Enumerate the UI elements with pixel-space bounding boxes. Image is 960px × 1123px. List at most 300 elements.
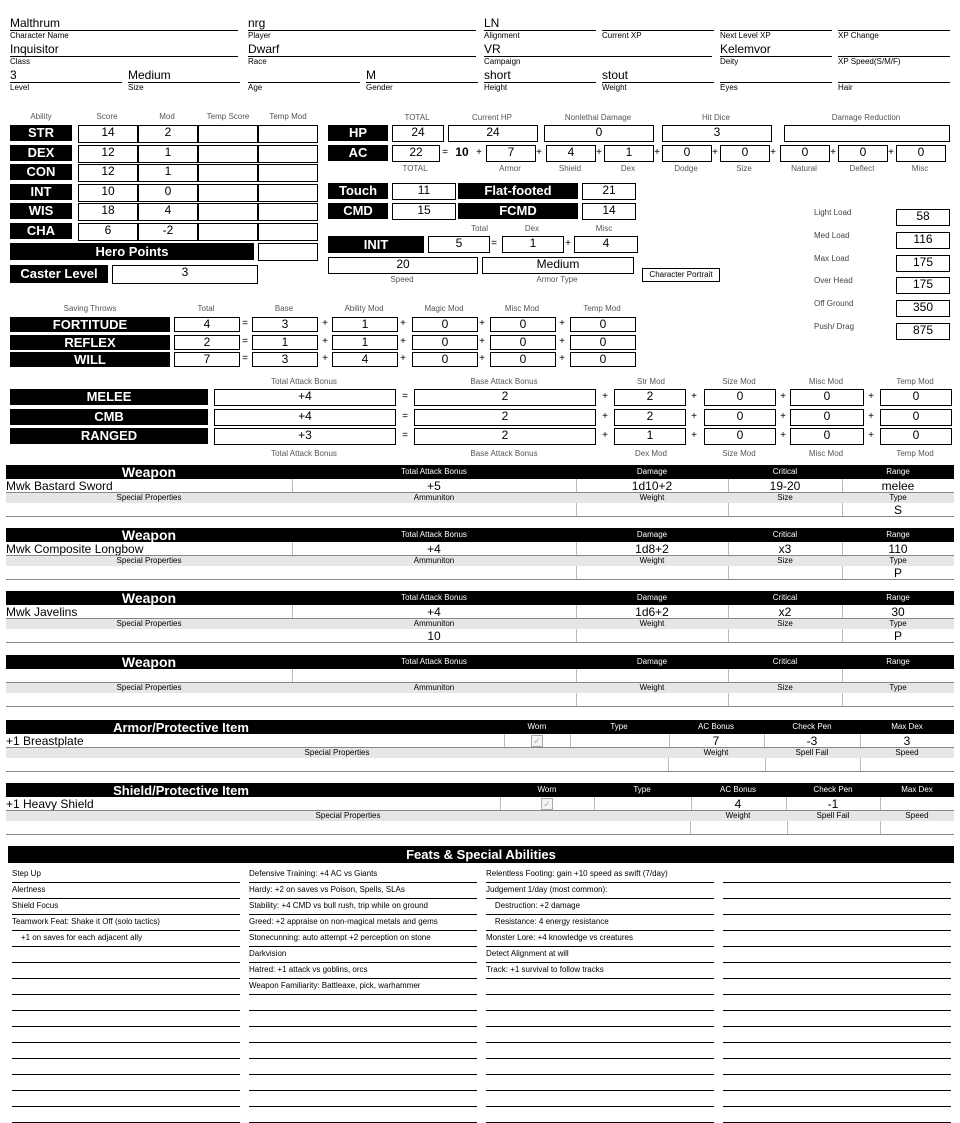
- hp-total-caption: TOTAL: [404, 113, 430, 122]
- save-magic-mod[interactable]: 0: [412, 352, 478, 367]
- feat-line[interactable]: [723, 930, 951, 947]
- weapon-critical[interactable]: x3: [728, 542, 843, 555]
- attack-size-mod[interactable]: 0: [704, 389, 776, 406]
- ability-temp-score[interactable]: [198, 125, 258, 143]
- save-ability-mod[interactable]: 4: [332, 352, 398, 367]
- feat-line[interactable]: [723, 1106, 951, 1123]
- shield-type[interactable]: [594, 797, 692, 810]
- header-field-value[interactable]: nrg: [248, 16, 476, 31]
- ability-header: Score: [96, 112, 118, 121]
- armor-type-value[interactable]: Medium: [482, 257, 634, 274]
- save-header: Magic Mod: [424, 304, 464, 313]
- load-value[interactable]: 116: [896, 232, 950, 249]
- save-base[interactable]: 3: [252, 352, 318, 367]
- ability-score[interactable]: 18: [78, 203, 138, 221]
- weapon-title: Weapon: [121, 654, 177, 669]
- shield-max-dex[interactable]: [880, 797, 954, 810]
- ability-mod[interactable]: 1: [138, 145, 198, 163]
- header-field-label: Weight: [602, 83, 627, 92]
- weapon-ammo[interactable]: [292, 566, 577, 579]
- weapon-damage[interactable]: 1d6+2: [576, 605, 729, 618]
- weapon-damage-caption: Damage: [636, 530, 668, 540]
- feat-line[interactable]: [723, 866, 951, 883]
- load-value[interactable]: 175: [896, 277, 950, 294]
- ac-size[interactable]: 0: [720, 145, 770, 162]
- feat-line[interactable]: [723, 962, 951, 979]
- header-field-value[interactable]: [602, 16, 714, 31]
- save-total[interactable]: 7: [174, 352, 240, 367]
- header-field-value[interactable]: Medium: [128, 68, 240, 83]
- shield-worn-checkbox[interactable]: ✓: [541, 798, 553, 810]
- header-field-label: Next Level XP: [720, 31, 771, 40]
- feat-line[interactable]: [249, 994, 477, 1011]
- caster-level-label: Caster Level: [10, 265, 108, 283]
- attack-total[interactable]: +4: [214, 389, 396, 406]
- weapon-critical[interactable]: 19-20: [728, 479, 843, 492]
- feat-line[interactable]: [249, 1042, 477, 1059]
- caster-level-value[interactable]: 3: [112, 265, 258, 284]
- attack-temp-mod[interactable]: 0: [880, 428, 952, 445]
- feat-line[interactable]: [249, 1106, 477, 1123]
- save-misc-mod[interactable]: 0: [490, 317, 556, 332]
- ability-temp-score[interactable]: [198, 203, 258, 221]
- weapon-critical[interactable]: x2: [728, 605, 843, 618]
- armor-type-caption: Armor Type: [536, 275, 578, 284]
- feat-line[interactable]: Hardy: +2 on saves vs Poison, Spells, SLAs: [249, 882, 477, 899]
- operator-symbol: +: [400, 335, 406, 347]
- feat-line[interactable]: [249, 1026, 477, 1043]
- save-temp-mod[interactable]: 0: [570, 352, 636, 367]
- attack-total[interactable]: +4: [214, 409, 396, 426]
- attack-ability-mod[interactable]: 2: [614, 389, 686, 406]
- speed-caption: Speed: [390, 275, 414, 284]
- operator-symbol: +: [868, 410, 874, 422]
- weapon-ammo[interactable]: [292, 503, 577, 516]
- feat-line[interactable]: [249, 1058, 477, 1075]
- feat-line[interactable]: Hatred: +1 attack vs goblins, orcs: [249, 962, 477, 979]
- weapon-weight-caption: Weight: [639, 619, 665, 629]
- load-value[interactable]: 875: [896, 323, 950, 340]
- save-base[interactable]: 3: [252, 317, 318, 332]
- feat-line[interactable]: [12, 978, 240, 995]
- weapon-range[interactable]: melee: [881, 479, 915, 492]
- ac-misc[interactable]: 0: [896, 145, 946, 162]
- header-field-value[interactable]: [838, 16, 950, 31]
- header-field-value[interactable]: [838, 42, 950, 57]
- header-field-value[interactable]: Dwarf: [248, 42, 476, 57]
- operator-symbol: +: [654, 147, 660, 158]
- save-ability-mod[interactable]: 1: [332, 335, 398, 350]
- feat-line[interactable]: [723, 882, 951, 899]
- operator-symbol: +: [596, 147, 602, 158]
- attack-size-mod[interactable]: 0: [704, 409, 776, 426]
- ability-temp-mod[interactable]: [258, 184, 318, 202]
- shield-check-pen[interactable]: -1: [786, 797, 881, 810]
- feat-line[interactable]: [486, 1026, 714, 1043]
- weapon-range[interactable]: 30: [891, 605, 905, 619]
- ability-score[interactable]: 6: [78, 223, 138, 241]
- weapon-type[interactable]: P: [893, 566, 902, 580]
- load-label: Light Load: [814, 208, 852, 217]
- weapon-damage-caption: Damage: [636, 593, 668, 603]
- save-total[interactable]: 2: [174, 335, 240, 350]
- feat-line[interactable]: [12, 1042, 240, 1059]
- weapon-size-caption: Size: [777, 682, 793, 692]
- armor-checkpen-caption: Check Pen: [792, 722, 832, 731]
- shield-checkpen-caption: Check Pen: [813, 785, 853, 794]
- save-misc-mod[interactable]: 0: [490, 352, 556, 367]
- feat-line[interactable]: [723, 946, 951, 963]
- weapon-attack-bonus[interactable]: +4: [292, 542, 577, 555]
- ability-score[interactable]: 10: [78, 184, 138, 202]
- touch-label: Touch: [328, 183, 388, 199]
- header-field-label: Gender: [366, 83, 393, 92]
- feat-line[interactable]: [486, 1074, 714, 1091]
- load-value[interactable]: 58: [896, 209, 950, 226]
- ac-dodge[interactable]: 0: [662, 145, 712, 162]
- header-field-value[interactable]: 3: [10, 68, 122, 83]
- weapon-range[interactable]: 110: [888, 542, 908, 556]
- feat-line[interactable]: Track: +1 survival to follow tracks: [486, 962, 714, 979]
- load-value[interactable]: 350: [896, 300, 950, 317]
- feats-title: Feats & Special Abilities: [406, 847, 556, 862]
- header-field-label: Size: [128, 83, 144, 92]
- feat-line[interactable]: [12, 1074, 240, 1091]
- save-magic-mod[interactable]: 0: [412, 335, 478, 350]
- init-misc[interactable]: 4: [574, 236, 638, 253]
- feat-line[interactable]: [12, 1058, 240, 1075]
- header-field-value[interactable]: Malthrum: [10, 16, 238, 31]
- attack-base[interactable]: 2: [414, 389, 596, 406]
- attack-temp-mod[interactable]: 0: [880, 389, 952, 406]
- armor-ac-bonus[interactable]: 7: [668, 734, 765, 747]
- attack-base[interactable]: 2: [414, 428, 596, 445]
- save-ability-mod[interactable]: 1: [332, 317, 398, 332]
- weapon-weight-caption: Weight: [639, 493, 665, 502]
- feat-line[interactable]: [486, 1106, 714, 1123]
- feat-line[interactable]: [723, 1010, 951, 1027]
- operator-symbol: +: [322, 353, 328, 364]
- operator-symbol: +: [780, 391, 786, 402]
- header-field-label: XP Speed(S/M/F): [838, 57, 901, 66]
- feat-line[interactable]: [723, 1074, 951, 1091]
- feat-line[interactable]: [12, 994, 240, 1011]
- feat-line[interactable]: [12, 946, 240, 963]
- feat-line[interactable]: [486, 994, 714, 1011]
- armor-check-pen[interactable]: -3: [764, 734, 861, 747]
- weapon-range-caption: Range: [886, 530, 910, 540]
- feat-line[interactable]: [723, 994, 951, 1011]
- hp-nonlethal-caption: Nonlethal Damage: [564, 113, 632, 122]
- init-caption: Misc: [595, 224, 613, 233]
- ac-deflect[interactable]: 0: [838, 145, 888, 162]
- ability-temp-score[interactable]: [198, 184, 258, 202]
- header-field-value[interactable]: [248, 68, 360, 83]
- save-magic-mod[interactable]: 0: [412, 317, 478, 332]
- feat-line[interactable]: [249, 1090, 477, 1107]
- hero-points-value[interactable]: [258, 243, 318, 261]
- feat-line[interactable]: [723, 914, 951, 931]
- weapon-size[interactable]: [728, 503, 843, 516]
- attack-misc-mod[interactable]: 0: [790, 428, 864, 445]
- feat-line[interactable]: Resistance: 4 energy resistance: [486, 914, 714, 931]
- operator-symbol: +: [602, 391, 608, 402]
- ability-header: Mod: [159, 112, 175, 121]
- operator-symbol: +: [780, 410, 786, 422]
- weapon-weight[interactable]: [576, 566, 729, 579]
- fcmd-value[interactable]: 14: [582, 203, 636, 220]
- ability-mod[interactable]: 2: [138, 125, 198, 143]
- weapon-ammo-caption: Ammuniton: [413, 493, 455, 502]
- header-field-value[interactable]: VR: [484, 42, 712, 57]
- save-misc-mod[interactable]: 0: [490, 335, 556, 350]
- init-total[interactable]: 5: [428, 236, 490, 253]
- header-field-label: Class: [10, 57, 31, 66]
- feat-line[interactable]: Stonecunning: auto attempt +2 perception on stone: [249, 930, 477, 947]
- header-field-value[interactable]: Kelemvor: [720, 42, 832, 57]
- save-total[interactable]: 4: [174, 317, 240, 332]
- ability-temp-score[interactable]: [198, 223, 258, 241]
- feat-line[interactable]: [486, 1058, 714, 1075]
- header-field-value[interactable]: Inquisitor: [10, 42, 238, 57]
- ac-dex[interactable]: 1: [604, 145, 654, 162]
- character-portrait-label: Character Portrait: [642, 268, 720, 282]
- header-field-label: Height: [484, 83, 508, 92]
- ac-shield[interactable]: 4: [546, 145, 596, 162]
- operator-symbol: +: [479, 318, 485, 329]
- feat-line[interactable]: Greed: +2 appraise on non-magical metals and gems: [249, 914, 477, 931]
- ability-score[interactable]: 12: [78, 145, 138, 163]
- feat-line[interactable]: Shield Focus: [12, 898, 240, 915]
- operator-symbol: +: [868, 430, 874, 441]
- ability-temp-mod[interactable]: [258, 223, 318, 241]
- hp-total[interactable]: 24: [392, 125, 444, 142]
- ability-mod[interactable]: 4: [138, 203, 198, 221]
- ac-natural[interactable]: 0: [780, 145, 830, 162]
- header-field-label: Race: [248, 57, 267, 66]
- feat-line[interactable]: [249, 1010, 477, 1027]
- feat-line[interactable]: Detect Alignment at will: [486, 946, 714, 963]
- feat-line[interactable]: [12, 1106, 240, 1123]
- attack-misc-mod[interactable]: 0: [790, 409, 864, 426]
- feat-line[interactable]: Judgement 1/day (most common):: [486, 882, 714, 899]
- weapon-name[interactable]: Mwk Composite Longbow: [6, 542, 293, 555]
- weapon-size[interactable]: [728, 693, 843, 706]
- weapon-damage[interactable]: 1d10+2: [576, 479, 729, 492]
- feat-line[interactable]: [723, 1042, 951, 1059]
- weapon-tab-caption: Total Attack Bonus: [401, 656, 467, 666]
- header-field-value[interactable]: LN: [484, 16, 596, 31]
- header-field-value[interactable]: [720, 16, 832, 31]
- ac-caption: Deflect: [849, 164, 875, 173]
- hp-current[interactable]: 24: [448, 125, 538, 142]
- feat-line[interactable]: Stability: +4 CMD vs bull rush, trip while on ground: [249, 898, 477, 915]
- armor-name[interactable]: +1 Breastplate: [6, 734, 505, 747]
- attack-temp-mod[interactable]: 0: [880, 409, 952, 426]
- hp-nonlethal[interactable]: 0: [544, 125, 654, 142]
- init-label: INIT: [328, 236, 424, 253]
- feat-line[interactable]: Defensive Training: +4 AC vs Giants: [249, 866, 477, 883]
- attack-total[interactable]: +3: [214, 428, 396, 445]
- feat-line[interactable]: [12, 1010, 240, 1027]
- armor-maxdex-caption: Max Dex: [891, 722, 923, 731]
- weapon-attack-bonus[interactable]: +4: [292, 605, 577, 618]
- feat-line[interactable]: [723, 1058, 951, 1075]
- header-field-value[interactable]: M: [366, 68, 478, 83]
- weapon-attack-bonus[interactable]: +5: [292, 479, 577, 492]
- header-field-value[interactable]: short: [484, 68, 596, 83]
- operator-symbol: +: [400, 318, 406, 329]
- shield-name[interactable]: +1 Heavy Shield: [6, 797, 501, 810]
- ability-temp-score[interactable]: [198, 145, 258, 163]
- weapon-damage[interactable]: 1d8+2: [576, 542, 729, 555]
- operator-symbol: =: [442, 147, 448, 158]
- armor-worn-checkbox[interactable]: ✓: [531, 735, 543, 747]
- save-temp-mod[interactable]: 0: [570, 317, 636, 332]
- feat-line[interactable]: Weapon Familiarity: Battleaxe, pick, warhammer: [249, 978, 477, 995]
- shield-spellfail-caption: Spell Fail: [816, 811, 850, 820]
- ability-temp-mod[interactable]: [258, 125, 318, 143]
- weapon-name[interactable]: [6, 669, 293, 682]
- ac-armor[interactable]: 7: [486, 145, 536, 162]
- header-field-label: Current XP: [602, 31, 642, 40]
- weapon-name[interactable]: Mwk Bastard Sword: [6, 479, 293, 492]
- ac-label: AC: [328, 145, 388, 161]
- shield-ac-bonus[interactable]: 4: [690, 797, 787, 810]
- feat-line[interactable]: Teamwork Feat: Shake it Off (solo tactics): [12, 914, 240, 931]
- operator-symbol: +: [479, 335, 485, 347]
- feat-line[interactable]: Relentless Footing: gain +10 speed as swift (7/day): [486, 866, 714, 883]
- attack-name: CMB: [10, 409, 208, 425]
- weapon-name[interactable]: Mwk Javelins: [6, 605, 293, 618]
- header-field-label: Level: [10, 83, 30, 92]
- feat-line[interactable]: [12, 1090, 240, 1107]
- feat-line[interactable]: [723, 898, 951, 915]
- ability-mod[interactable]: -2: [138, 223, 198, 241]
- weapon-critical[interactable]: [728, 669, 843, 682]
- feat-line[interactable]: Step Up: [12, 866, 240, 883]
- header-field-value[interactable]: stout: [602, 68, 714, 83]
- armor-type[interactable]: [570, 734, 670, 747]
- cmd-value[interactable]: 15: [392, 203, 456, 220]
- attack-misc-mod[interactable]: 0: [790, 389, 864, 406]
- operator-symbol: +: [559, 353, 565, 364]
- feat-line[interactable]: [723, 1026, 951, 1043]
- attack-header: Base Attack Bonus: [470, 377, 538, 386]
- ac-caption: Dex: [620, 164, 636, 173]
- weapon-damage-caption: Damage: [636, 467, 668, 476]
- weapon-ammo-caption: Ammuniton: [413, 556, 455, 566]
- operator-symbol: +: [691, 410, 697, 422]
- ability-temp-score[interactable]: [198, 164, 258, 182]
- save-header: Saving Throws: [63, 304, 117, 313]
- weapon-ammo[interactable]: 10: [292, 629, 577, 642]
- armor-max-dex[interactable]: 3: [903, 734, 911, 747]
- feat-line[interactable]: Destruction: +2 damage: [486, 898, 714, 915]
- header-field-value[interactable]: [720, 68, 832, 83]
- weapon-weight[interactable]: [576, 693, 729, 706]
- ability-score[interactable]: 14: [78, 125, 138, 143]
- feat-line[interactable]: Darkvision: [249, 946, 477, 963]
- speed-value[interactable]: 20: [328, 257, 478, 274]
- weapon-ammo[interactable]: [292, 693, 577, 706]
- feat-line[interactable]: [249, 1074, 477, 1091]
- operator-symbol: +: [559, 335, 565, 347]
- weapon-damage[interactable]: [576, 669, 729, 682]
- ability-mod[interactable]: 1: [138, 164, 198, 182]
- feat-line[interactable]: [12, 962, 240, 979]
- hp-damage-reduction[interactable]: [784, 125, 950, 142]
- operator-symbol: +: [536, 147, 542, 158]
- hp-hitdice-caption: Hit Dice: [701, 113, 730, 122]
- attack-base[interactable]: 2: [414, 409, 596, 426]
- weapon-weight[interactable]: [576, 503, 729, 516]
- operator-symbol: +: [830, 147, 836, 158]
- flat-footed-label: Flat-footed: [458, 183, 578, 199]
- load-value[interactable]: 175: [896, 255, 950, 272]
- feat-line[interactable]: Monster Lore: +4 knowledge vs creatures: [486, 930, 714, 947]
- weapon-special-caption: Special Properties: [116, 556, 182, 566]
- flat-footed-value[interactable]: 21: [582, 183, 636, 200]
- weapon-type-caption: Type: [889, 556, 907, 566]
- save-base[interactable]: 1: [252, 335, 318, 350]
- attack-name: RANGED: [10, 428, 208, 444]
- feat-line[interactable]: [723, 978, 951, 995]
- attack-size-mod[interactable]: 0: [704, 428, 776, 445]
- weapon-type[interactable]: [842, 693, 954, 706]
- ability-temp-mod[interactable]: [258, 164, 318, 182]
- weapon-size[interactable]: [728, 629, 843, 642]
- weapon-type[interactable]: P: [893, 629, 902, 643]
- save-name: WILL: [10, 352, 170, 367]
- header-field-value[interactable]: [838, 68, 950, 83]
- ability-score[interactable]: 12: [78, 164, 138, 182]
- weapon-range-caption: Range: [886, 656, 910, 666]
- load-label: Over Head: [814, 276, 853, 286]
- touch-value[interactable]: 11: [392, 183, 456, 200]
- hp-hitdice[interactable]: 3: [662, 125, 772, 142]
- weapon-weight[interactable]: [576, 629, 729, 642]
- attack-header: Base Attack Bonus: [470, 449, 538, 458]
- init-dex[interactable]: 1: [502, 236, 564, 253]
- weapon-attack-bonus[interactable]: [292, 669, 577, 682]
- feat-line[interactable]: [12, 1026, 240, 1043]
- weapon-special-caption: Special Properties: [116, 682, 182, 692]
- weapon-type[interactable]: S: [893, 503, 902, 516]
- ability-temp-mod[interactable]: [258, 203, 318, 221]
- ability-temp-mod[interactable]: [258, 145, 318, 163]
- feat-line[interactable]: [486, 1042, 714, 1059]
- operator-symbol: =: [491, 238, 497, 249]
- attack-ability-mod[interactable]: 1: [614, 428, 686, 445]
- feat-line[interactable]: Alertness: [12, 882, 240, 899]
- hp-dr-caption: Damage Reduction: [831, 113, 901, 122]
- weapon-range[interactable]: [842, 669, 954, 682]
- feat-line[interactable]: [486, 1090, 714, 1107]
- ability-header: Temp Mod: [269, 112, 307, 121]
- attack-header: Total Attack Bonus: [271, 377, 337, 386]
- feat-line[interactable]: [486, 978, 714, 995]
- feat-line[interactable]: +1 on saves for each adjacent ally: [12, 930, 240, 947]
- armor-type-caption: Type: [610, 722, 628, 731]
- ac-total[interactable]: 22: [392, 145, 440, 162]
- feat-line[interactable]: [486, 1010, 714, 1027]
- feat-line[interactable]: [723, 1090, 951, 1107]
- attack-ability-mod[interactable]: 2: [614, 409, 686, 426]
- weapon-size[interactable]: [728, 566, 843, 579]
- ability-mod[interactable]: 0: [138, 184, 198, 202]
- save-temp-mod[interactable]: 0: [570, 335, 636, 350]
